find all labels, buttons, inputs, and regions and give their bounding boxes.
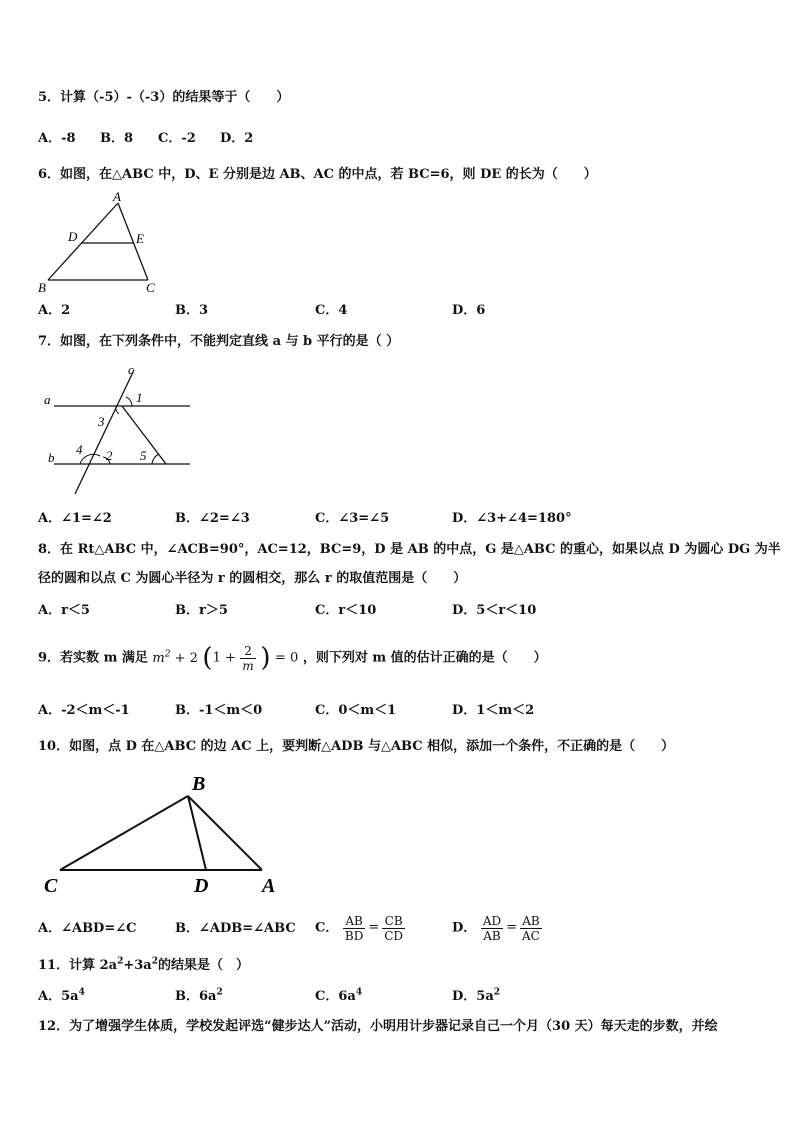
q11-option-c: C．$6a^4$ [315,987,363,1004]
q10-option-b: B．∠ADB=∠ABC [175,921,296,936]
q7-option-a: A．∠1=∠2 [38,511,112,526]
q6-triangle-figure [36,188,166,296]
q8-option-c: C．r＜10 [315,603,377,618]
q8-option-a: A．r＜5 [38,603,90,618]
q8-option-b: B．r＞5 [175,603,228,618]
q7-parallel-lines-figure [40,360,200,500]
q7-label-c: c [128,362,134,377]
q7-label-5: 5 [140,448,147,463]
q10-label-c: C [44,875,58,897]
q9-equation: $m^2 + 2$ [152,649,198,666]
q9-option-a: A．-2＜m＜-1 [38,703,130,718]
q5-option-a: A．-8 [38,131,76,146]
q7-label-2: 2 [106,448,113,463]
q7-label-3: 3 [98,414,105,429]
q11-option-a: A．$5a^4$ [38,987,85,1004]
q10-label-d: D [194,875,209,897]
q6-option-d: D．6 [452,303,486,318]
q7-label-a: a [44,392,51,407]
q11-option-b: B．$6a^2$ [175,987,223,1004]
q5-option-d: D．2 [220,131,254,146]
q8-option-d: D．5＜r＜10 [452,603,537,618]
q7-stem: 7．如图，在下列条件中，不能判定直线 a 与 b 平行的是（ ） [38,334,400,349]
q7-option-c: C．∠3=∠5 [315,511,390,526]
q6-option-c: C．4 [315,303,348,318]
q7-option-b: B．∠2=∠3 [175,511,250,526]
q6-option-b: B．3 [175,303,209,318]
q7-label-1: 1 [136,390,143,405]
q10-option-c: C． $\frac{AB}{BD}$ = $\frac{CB}{CD}$ [315,913,404,943]
q10-option-d: D． $\frac{AD}{AB}$ = $\frac{AB}{AC}$ [452,913,540,943]
q6-label-b: B [38,280,46,295]
q5-stem: 5．计算（-5）-（-3）的结果等于（ ） [38,90,290,105]
q9-option-c: C．0＜m＜1 [315,703,397,718]
q6-stem: 6．如图，在△ABC 中，D、E 分别是边 AB、AC 的中点，若 BC=6，则 DE 的长为（ ） [38,167,597,182]
q9-stem-post: ，则下列对 m 值的估计正确的是（ ） [302,650,547,666]
q11-stem: 11．计算 $2a^2+3a^2$的结果是（ ） [38,956,250,973]
q9-option-b: B．-1＜m＜0 [175,703,263,718]
q10-stem: 10．如图，点 D 在△ABC 的边 AC 上，要判断△ADB 与△ABC 相似，添加一个条件，不正确的是（ ） [38,739,675,754]
q10-label-a: A [262,875,276,897]
q11-option-d: D．$5a^2$ [452,987,501,1004]
q12-stem: 12．为了增强学生体质，学校发起评选“健步达人”活动，小明用计步器记录自己一个月（30 天）每天走的步数，并绘 [38,1019,718,1034]
q6-option-a: A．2 [38,303,71,318]
q5-option-b: B．8 [100,131,134,146]
q7-label-b: b [48,450,55,465]
q10-triangle-figure [38,768,298,900]
q6-label-e: E [136,231,144,246]
q9-stem: 9．若实数 m 满足 $m^2 + 2$ (1 + $\frac{2}{m}$ ) = 0 ，则下列对 m 值的估计正确的是（ ） [38,643,547,673]
q7-label-4: 4 [76,442,83,457]
q6-label-a: A [113,189,121,204]
q6-label-d: D [68,229,78,244]
q9-option-d: D．1＜m＜2 [452,703,535,718]
q5-option-c: C．-2 [158,131,196,146]
q10-option-a: A．∠ABD=∠C [38,921,137,936]
q8-stem-line1: 8．在 Rt△ABC 中，∠ACB=90°，AC=12，BC=9，D 是 AB 的中点，G 是△ABC 的重心，如果以点 D 为圆心 DG 为半 [38,542,781,557]
q7-option-d: D．∠3+∠4=180° [452,511,572,526]
q10-label-b: B [192,773,206,795]
q9-stem-pre: 9．若实数 m 满足 [38,650,148,666]
q8-stem-line2: 径的圆和以点 C 为圆心半径为 r 的圆相交，那么 r 的取值范围是（ ） [38,571,467,586]
q6-label-c: C [146,280,155,295]
